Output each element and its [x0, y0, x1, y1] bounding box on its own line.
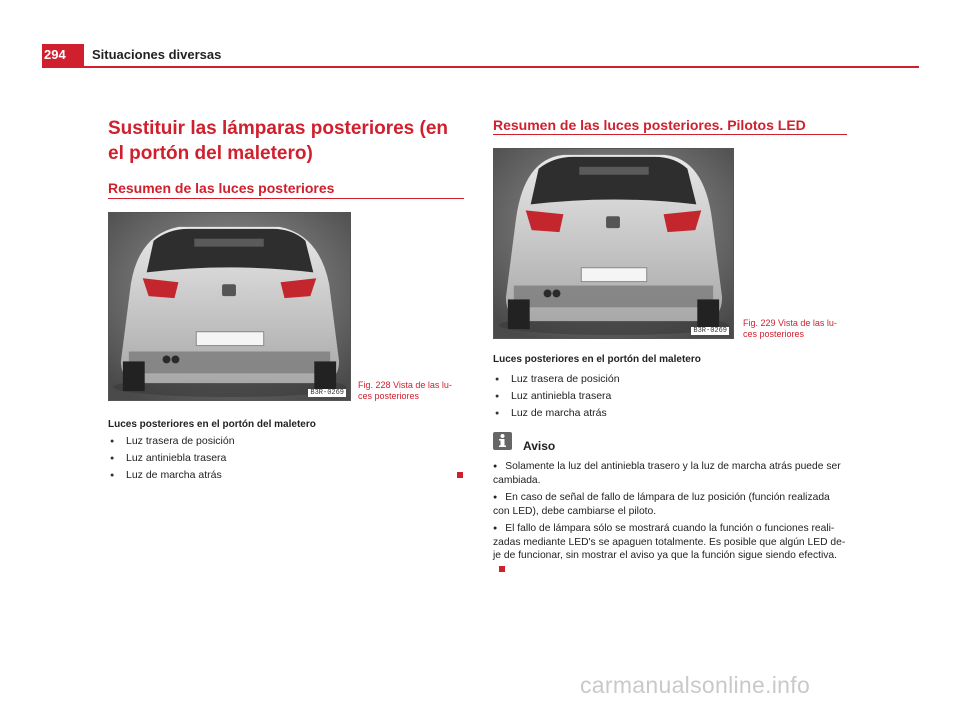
right-section-rule [493, 134, 847, 135]
page-number: 294 [42, 44, 84, 66]
right-subhead: Luces posteriores en el portón del maletero [493, 354, 701, 365]
info-icon [493, 432, 512, 450]
list-item: ● Luz antiniebla trasera [110, 450, 235, 467]
notice-title: Aviso [523, 439, 556, 453]
note-text: El fallo de lámpara sólo se mostrará cuando la función o funciones reali-zadas mediante LED's se apaguen totalmente. Es posible que algún LED de-je de funcionar, sin mostrar el aviso ya que la función sigue siendo efectiva. [493, 523, 846, 561]
bullet-icon: ● [493, 463, 498, 470]
list-item: ● Luz de marcha atrás [495, 405, 620, 422]
note-item [493, 522, 847, 576]
main-title: Sustituir las lámparas posteriores (en el portón del maletero) [108, 118, 449, 164]
notice-notes [493, 460, 847, 580]
note-text: Solamente la luz del antiniebla trasero y la luz de marcha atrás puede ser cambiada. [493, 461, 841, 486]
bullet-icon: ● [493, 525, 498, 532]
section-end-mark [457, 472, 463, 478]
header-title: Situaciones diversas [92, 47, 222, 62]
list-item: ● Luz antiniebla trasera [495, 388, 620, 405]
figure-228-caption: Fig. 228 Vista de las lu-ces posteriores [358, 380, 452, 401]
car-rear-led-illustration [494, 149, 733, 338]
left-section-title: Resumen de las luces posteriores [108, 180, 335, 196]
left-section-rule [108, 198, 464, 199]
figure-228-rear-car [108, 212, 351, 401]
list-item: ● Luz trasera de posición [110, 433, 235, 450]
note-item [493, 460, 847, 487]
left-subhead: Luces posteriores en el portón del maletero [108, 419, 316, 430]
figure-229-caption: Fig. 229 Vista de las lu-ces posteriores [743, 318, 837, 339]
header-rule [42, 66, 919, 68]
figure-code: B3R-0269 [693, 327, 727, 335]
section-end-mark [499, 566, 505, 572]
car-rear-illustration [109, 213, 350, 400]
note-item [493, 491, 847, 518]
list-item: ● Luz de marcha atrás [110, 467, 235, 484]
bullet-icon: ● [493, 494, 498, 501]
right-bullet-list [495, 371, 620, 422]
figure-code: B3R-0269 [310, 389, 344, 397]
watermark: carmanualsonline.info [580, 672, 811, 698]
figure-229-rear-car-led [493, 148, 734, 339]
left-bullet-list [110, 433, 235, 484]
right-section-title: Resumen de las luces posteriores. Pilotos LED [493, 117, 806, 133]
list-item: ● Luz trasera de posición [495, 371, 620, 388]
note-text: En caso de señal de fallo de lámpara de luz posición (función realizada con LED), debe cambiarse el piloto. [493, 492, 830, 517]
